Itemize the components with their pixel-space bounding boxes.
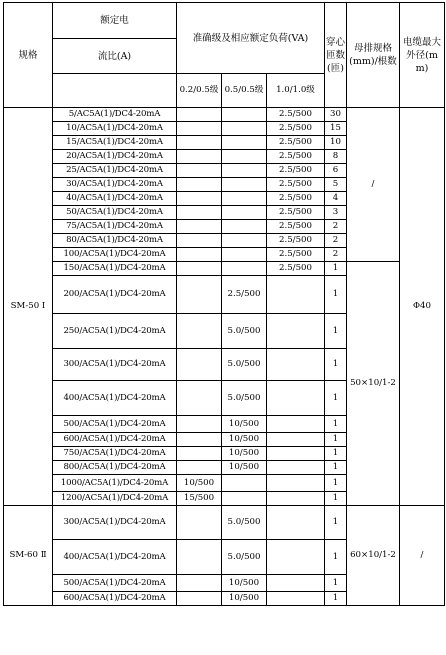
turns-cell: 1 [325,475,347,492]
class-10-cell: 2.5/500 [267,122,325,136]
class-02-cell [177,150,222,164]
turns-cell: 1 [325,447,347,461]
turns-cell: 2 [325,248,347,262]
class-10-cell: 2.5/500 [267,192,325,206]
class-02-cell [177,206,222,220]
class-10-cell: 2.5/500 [267,108,325,122]
turns-cell: 3 [325,206,347,220]
class-10-cell: 2.5/500 [267,178,325,192]
turns-cell: 4 [325,192,347,206]
class-02-cell [177,136,222,150]
class-05-cell: 10/500 [222,416,267,433]
ratio-cell: 100/AC5A(1)/DC4-20mA [53,248,177,262]
header-rated-current: 额定电 [53,3,177,39]
class-10-cell [267,276,325,314]
class-02-cell [177,506,222,540]
class-02-cell [177,262,222,276]
class-05-cell [222,248,267,262]
ratio-cell: 50/AC5A(1)/DC4-20mA [53,206,177,220]
class-10-cell [267,475,325,492]
ratio-cell: 600/AC5A(1)/DC4-20mA [53,592,177,606]
turns-cell: 1 [325,416,347,433]
class-05-cell [222,164,267,178]
class-05-cell [222,234,267,248]
class-02-cell [177,575,222,592]
class-10-cell [267,592,325,606]
class-10-cell: 2.5/500 [267,234,325,248]
class-02-cell [177,592,222,606]
header-class-10: 1.0/1.0级 [267,74,325,108]
class-10-cell: 2.5/500 [267,136,325,150]
class-10-cell [267,506,325,540]
group-sm60-diameter: / [400,506,445,606]
ratio-cell: 10/AC5A(1)/DC4-20mA [53,122,177,136]
turns-cell: 1 [325,381,347,416]
class-05-cell [222,192,267,206]
turns-cell: 1 [325,433,347,447]
class-02-cell: 15/500 [177,492,222,506]
class-02-cell [177,192,222,206]
turns-cell: 1 [325,540,347,575]
turns-cell: 10 [325,136,347,150]
class-10-cell [267,540,325,575]
ratio-cell: 400/AC5A(1)/DC4-20mA [53,381,177,416]
ratio-cell: 1000/AC5A(1)/DC4-20mA [53,475,177,492]
ratio-cell: 800/AC5A(1)/DC4-20mA [53,461,177,475]
group-sm60-label: SM-60 Ⅱ [4,506,53,606]
ratio-cell: 400/AC5A(1)/DC4-20mA [53,540,177,575]
class-05-cell [222,178,267,192]
group-sm50-label: SM-50 Ⅰ [4,108,53,506]
class-02-cell [177,122,222,136]
class-05-cell: 2.5/500 [222,276,267,314]
turns-cell: 1 [325,492,347,506]
turns-cell: 1 [325,314,347,349]
header-blank [53,74,177,108]
header-accuracy-load: 准确级及相应额定负荷(VA) [177,3,325,74]
header-class-05: 0.5/0.5级 [222,74,267,108]
turns-cell: 1 [325,262,347,276]
group-sm60-busbar: 60×10/1-2 [347,506,400,606]
ratio-cell: 30/AC5A(1)/DC4-20mA [53,178,177,192]
class-05-cell: 10/500 [222,461,267,475]
class-05-cell: 10/500 [222,433,267,447]
class-02-cell [177,234,222,248]
class-05-cell: 5.0/500 [222,349,267,381]
ratio-cell: 200/AC5A(1)/DC4-20mA [53,276,177,314]
ratio-cell: 300/AC5A(1)/DC4-20mA [53,506,177,540]
class-10-cell: 2.5/500 [267,220,325,234]
group-sm50-busbar-top: / [347,108,400,262]
class-02-cell [177,461,222,475]
class-02-cell [177,108,222,122]
header-cable-diameter: 电缆最大外径(mm) [400,3,445,108]
class-05-cell [222,492,267,506]
ratio-cell: 500/AC5A(1)/DC4-20mA [53,416,177,433]
class-02-cell [177,220,222,234]
ratio-cell: 20/AC5A(1)/DC4-20mA [53,150,177,164]
class-05-cell [222,220,267,234]
class-02-cell [177,433,222,447]
class-02-cell [177,164,222,178]
ratio-cell: 250/AC5A(1)/DC4-20mA [53,314,177,349]
class-05-cell: 10/500 [222,592,267,606]
specification-table [3,2,445,606]
class-05-cell [222,150,267,164]
ratio-cell: 5/AC5A(1)/DC4-20mA [53,108,177,122]
turns-cell: 1 [325,575,347,592]
class-10-cell: 2.5/500 [267,262,325,276]
turns-cell: 5 [325,178,347,192]
class-05-cell: 5.0/500 [222,506,267,540]
class-02-cell [177,178,222,192]
ratio-cell: 750/AC5A(1)/DC4-20mA [53,447,177,461]
turns-cell: 30 [325,108,347,122]
class-10-cell [267,314,325,349]
class-05-cell: 10/500 [222,575,267,592]
class-10-cell: 2.5/500 [267,248,325,262]
class-05-cell: 10/500 [222,447,267,461]
turns-cell: 1 [325,276,347,314]
class-05-cell: 5.0/500 [222,314,267,349]
ratio-cell: 40/AC5A(1)/DC4-20mA [53,192,177,206]
class-10-cell [267,433,325,447]
class-10-cell [267,461,325,475]
class-05-cell: 5.0/500 [222,540,267,575]
turns-cell: 1 [325,592,347,606]
table-row [4,506,445,540]
turns-cell: 2 [325,220,347,234]
class-05-cell: 5.0/500 [222,381,267,416]
class-10-cell: 2.5/500 [267,150,325,164]
ratio-cell: 600/AC5A(1)/DC4-20mA [53,433,177,447]
class-05-cell [222,262,267,276]
class-02-cell [177,381,222,416]
class-10-cell: 2.5/500 [267,164,325,178]
class-05-cell [222,108,267,122]
class-02-cell [177,276,222,314]
class-05-cell [222,136,267,150]
header-turns: 穿心匝数(匝) [325,3,347,108]
ratio-cell: 150/AC5A(1)/DC4-20mA [53,262,177,276]
group-sm50-diameter: Φ40 [400,108,445,506]
class-10-cell: 2.5/500 [267,206,325,220]
class-02-cell [177,248,222,262]
turns-cell: 8 [325,150,347,164]
header-current-ratio: 流比(A) [53,39,177,74]
table-row [4,108,445,122]
class-10-cell [267,416,325,433]
class-10-cell [267,492,325,506]
header-busbar: 母排规格(mm)/根数 [347,3,400,108]
turns-cell: 1 [325,461,347,475]
ratio-cell: 25/AC5A(1)/DC4-20mA [53,164,177,178]
group-sm50-busbar-bottom: 50×10/1-2 [347,262,400,506]
header-class-02: 0.2/0.5级 [177,74,222,108]
ratio-cell: 75/AC5A(1)/DC4-20mA [53,220,177,234]
class-05-cell [222,206,267,220]
ratio-cell: 500/AC5A(1)/DC4-20mA [53,575,177,592]
class-05-cell [222,122,267,136]
ratio-cell: 15/AC5A(1)/DC4-20mA [53,136,177,150]
class-10-cell [267,349,325,381]
ratio-cell: 300/AC5A(1)/DC4-20mA [53,349,177,381]
class-02-cell: 10/500 [177,475,222,492]
header-row-1 [4,3,445,39]
turns-cell: 2 [325,234,347,248]
class-02-cell [177,447,222,461]
class-05-cell [222,475,267,492]
class-02-cell [177,540,222,575]
header-spec: 规格 [4,3,53,108]
turns-cell: 1 [325,349,347,381]
class-10-cell [267,381,325,416]
table-row [4,262,445,276]
class-10-cell [267,575,325,592]
ratio-cell: 80/AC5A(1)/DC4-20mA [53,234,177,248]
turns-cell: 1 [325,506,347,540]
class-02-cell [177,349,222,381]
turns-cell: 6 [325,164,347,178]
ratio-cell: 1200/AC5A(1)/DC4-20mA [53,492,177,506]
class-02-cell [177,416,222,433]
turns-cell: 15 [325,122,347,136]
class-02-cell [177,314,222,349]
class-10-cell [267,447,325,461]
